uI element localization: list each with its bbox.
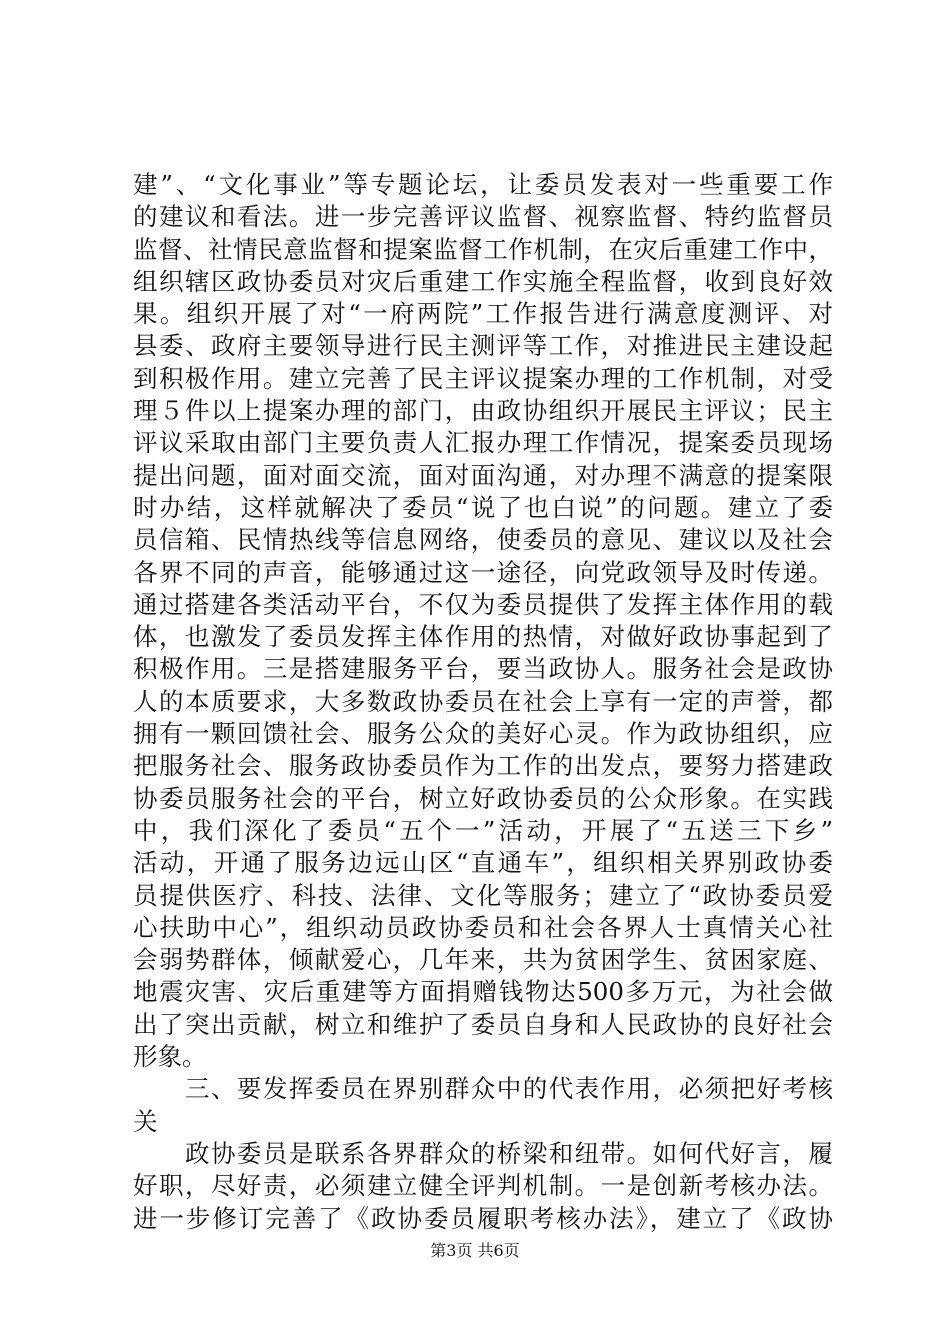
text-line: 各界不同的声音，能够通过这一途径，向党政领导及时传递。 bbox=[133, 557, 833, 587]
text-line: 理５件以上提案办理的部门，由政协组织开展民主评议；民主 bbox=[133, 396, 833, 426]
text-line: 员信箱、民情热线等信息网络，使委员的意见、建议以及社会 bbox=[133, 525, 833, 555]
text-line: 的建议和看法。进一步完善评议监督、视察监督、特约监督员 bbox=[133, 202, 833, 232]
text-line: 体，也激发了委员发挥主体作用的热情，对做好政协事起到了 bbox=[133, 622, 833, 652]
text-line: 员提供医疗、科技、法律、文化等服务；建立了“政协委员爱 bbox=[133, 880, 833, 910]
section-heading-line: 三、要发挥委员在界别群众中的代表作用，必须把好考核 bbox=[133, 1074, 833, 1104]
text-line: 好职，尽好责，必须建立健全评判机制。一是创新考核办法。 bbox=[133, 1171, 833, 1201]
text-line: 评议采取由部门主要负责人汇报办理工作情况，提案委员现场 bbox=[133, 428, 833, 458]
text-line: 活动，开通了服务边远山区“直通车”，组织相关界别政协委 bbox=[133, 848, 833, 878]
text-line: 监督、社情民意监督和提案监督工作机制，在灾后重建工作中， bbox=[133, 234, 833, 264]
text-line: 人的本质要求，大多数政协委员在社会上享有一定的声誉，都 bbox=[133, 686, 833, 716]
text-line: 拥有一颗回馈社会、服务公众的美好心灵。作为政协组织，应 bbox=[133, 719, 833, 749]
text-line: 组织辖区政协委员对灾后重建工作实施全程监督，收到良好效 bbox=[133, 266, 833, 296]
text-line: 时办结，这样就解决了委员“说了也白说”的问题。建立了委 bbox=[133, 492, 833, 522]
text-line: 协委员服务社会的平台，树立好政协委员的公众形象。在实践 bbox=[133, 783, 833, 813]
text-line: 提出问题，面对面交流，面对面沟通，对办理不满意的提案限 bbox=[133, 460, 833, 490]
text-line: 到积极作用。建立完善了民主评议提案办理的工作机制，对受 bbox=[133, 363, 833, 393]
text-line: 地震灾害、灾后重建等方面捐赠钱物达500多万元，为社会做 bbox=[133, 977, 833, 1007]
text-line: 中，我们深化了委员“五个一”活动，开展了“五送三下乡” bbox=[133, 815, 833, 845]
text-line: 果。组织开展了对“一府两院”工作报告进行满意度测评、对 bbox=[133, 299, 833, 329]
text-line: 心扶助中心”，组织动员政协委员和社会各界人士真情关心社 bbox=[133, 912, 833, 942]
text-line: 政协委员是联系各界群众的桥梁和纽带。如何代好言，履 bbox=[133, 1138, 833, 1168]
text-line: 通过搭建各类活动平台，不仅为委员提供了发挥主体作用的载 bbox=[133, 589, 833, 619]
document-body bbox=[133, 169, 833, 1235]
text-line: 出了突出贡献，树立和维护了委员自身和人民政协的良好社会 bbox=[133, 1009, 833, 1039]
page-footer bbox=[0, 1241, 950, 1261]
text-line: 县委、政府主要领导进行民主测评等工作，对推进民主建设起 bbox=[133, 331, 833, 361]
text-line: 进一步修订完善了《政协委员履职考核办法》，建立了《政协 bbox=[133, 1203, 833, 1233]
text-line: 形象。 bbox=[133, 1042, 207, 1072]
page-number: 第3页 共6页 bbox=[430, 1241, 520, 1260]
text-line: 建”、“文化事业”等专题论坛，让委员发表对一些重要工作 bbox=[133, 170, 833, 199]
text-line: 积极作用。三是搭建服务平台，要当政协人。服务社会是政协 bbox=[133, 654, 833, 684]
text-line: 会弱势群体，倾献爱心，几年来，共为贫困学生、贫困家庭、 bbox=[133, 945, 833, 975]
section-heading-line: 关 bbox=[133, 1106, 158, 1136]
text-line: 把服务社会、服务政协委员作为工作的出发点，要努力搭建政 bbox=[133, 751, 833, 781]
